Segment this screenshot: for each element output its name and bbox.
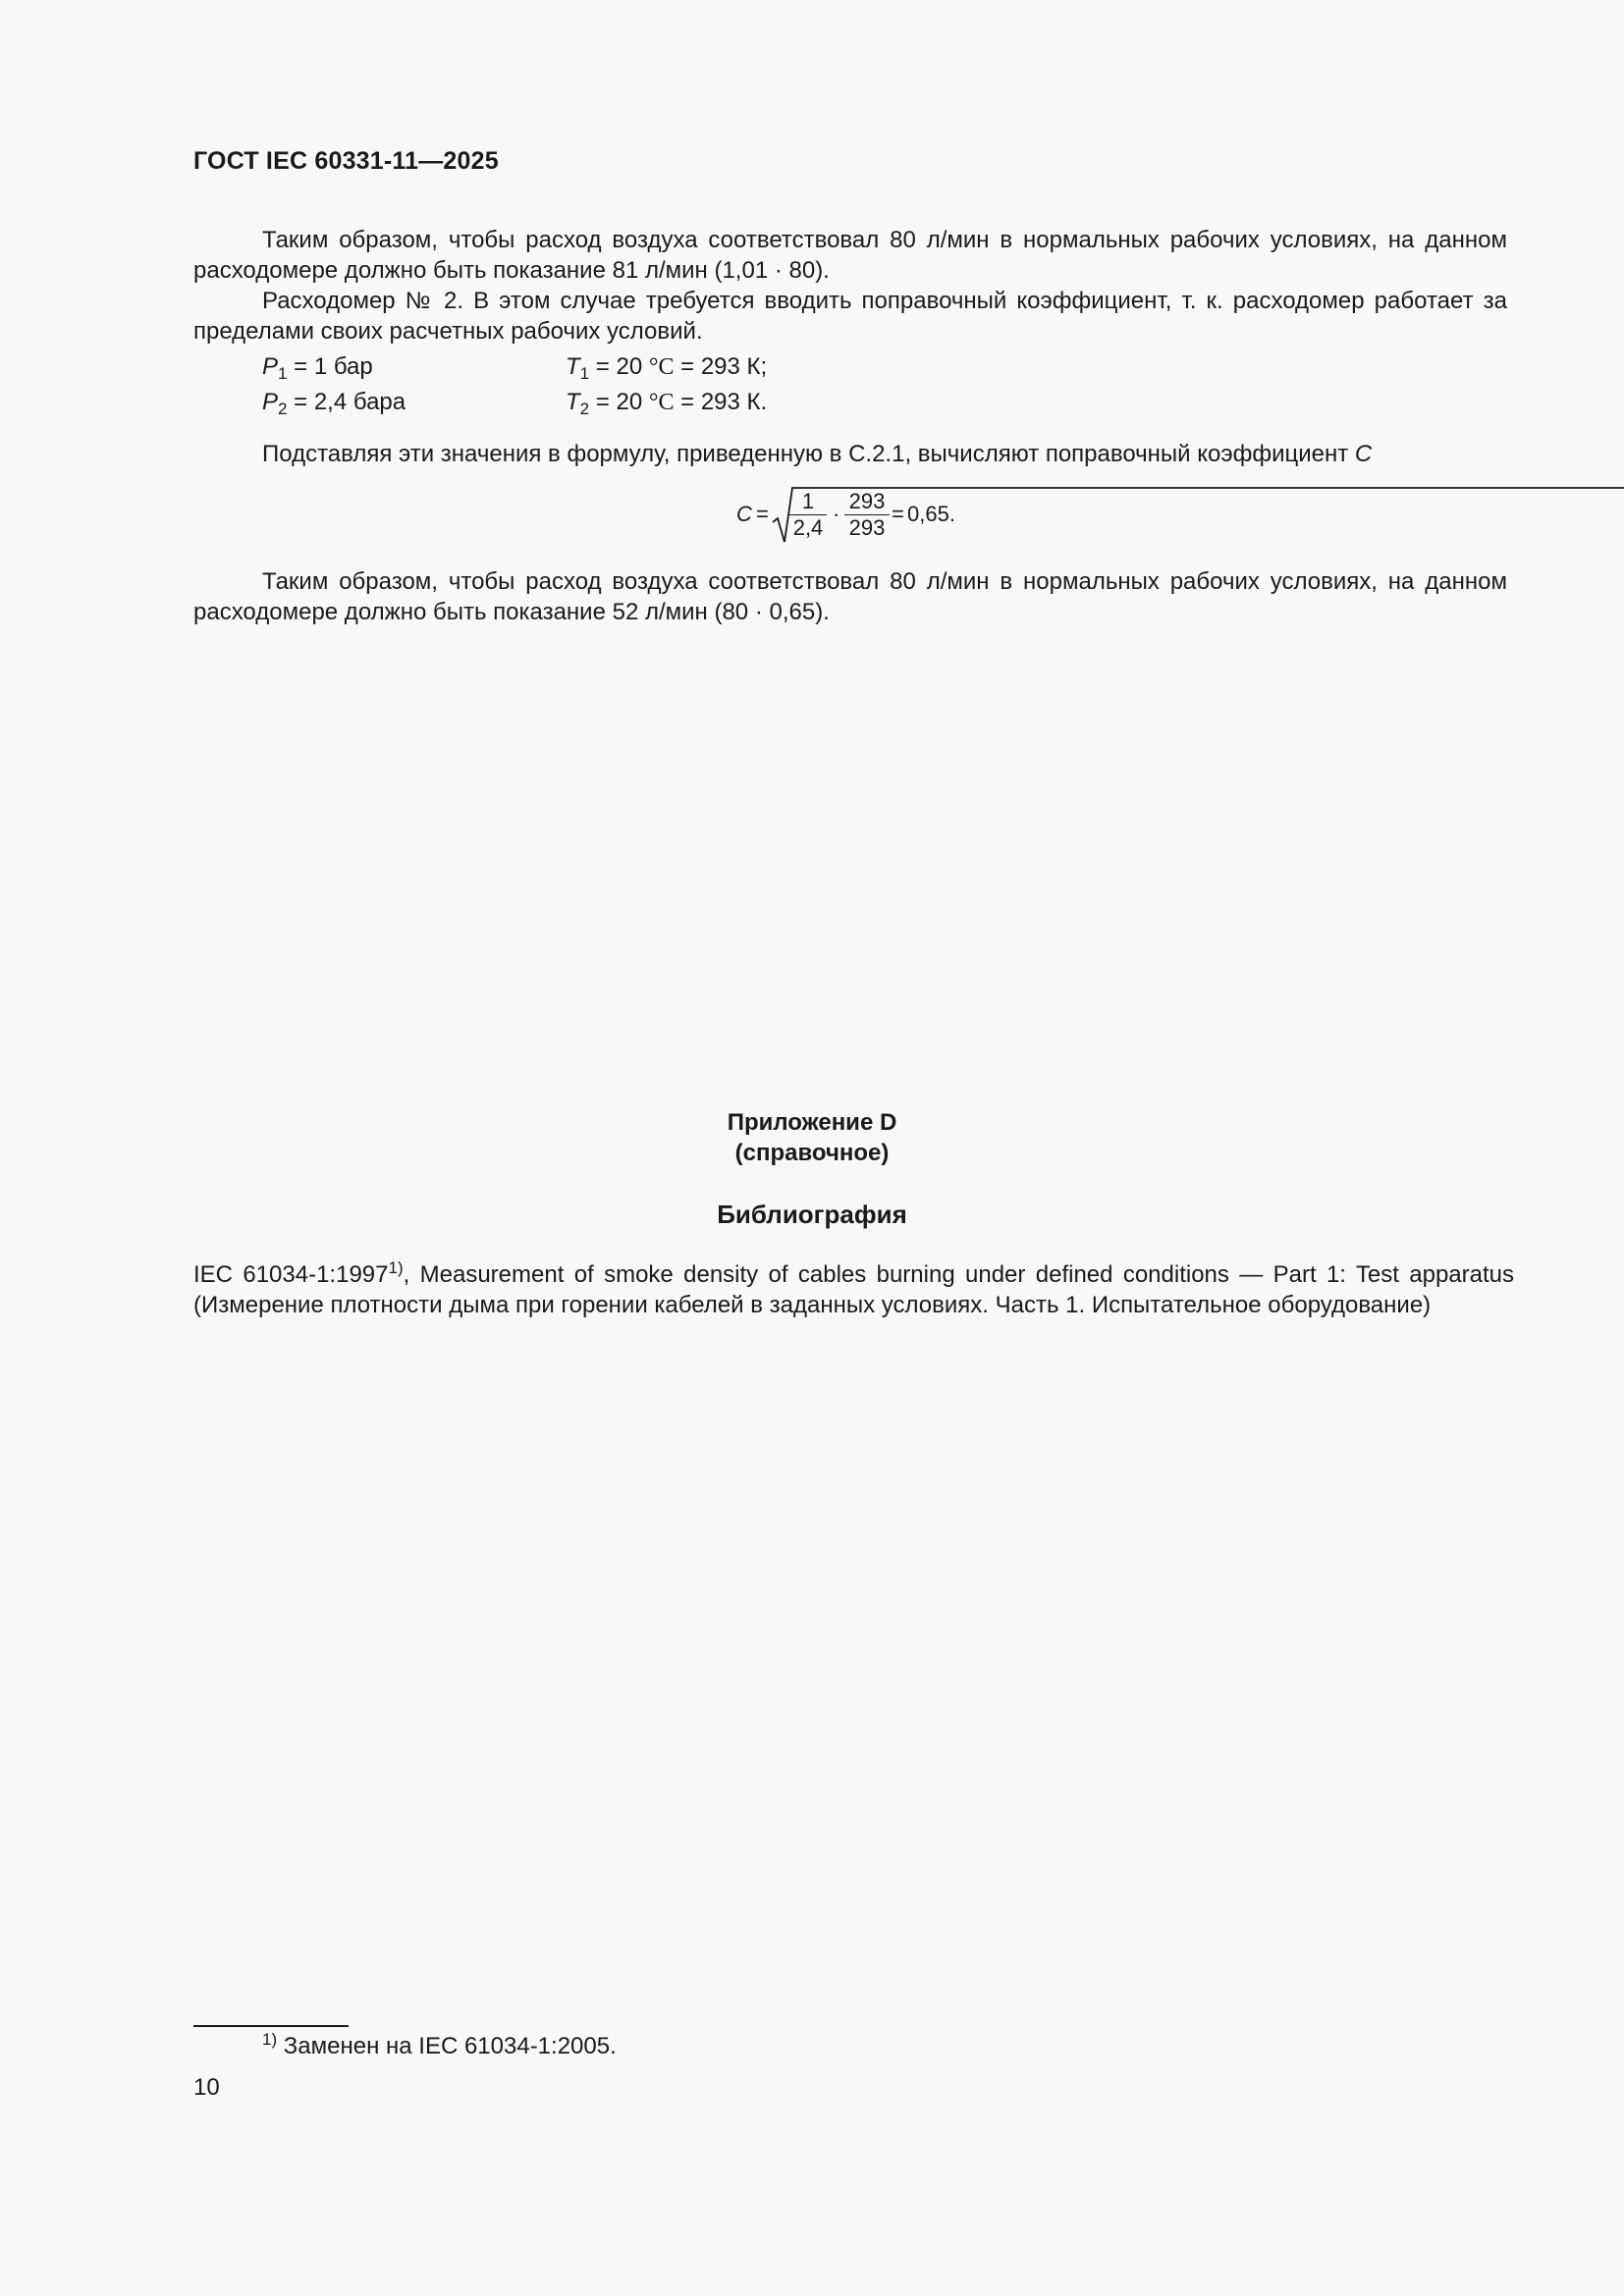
- value-p1: $P_1 = 1$ бар: [262, 353, 373, 383]
- appendix-title: Приложение D: [727, 1109, 897, 1136]
- document-header: ГОСТ IEC 60331-11—2025: [193, 147, 499, 175]
- formula-equals: =: [756, 502, 769, 526]
- page-number: 10: [193, 2074, 220, 2101]
- paragraph-2: Расходомер № 2. В этом случае требуется вводить поправочный коэффициент, т. к. расходомер работает за пределами своих расчетных рабочих условий.: [193, 288, 1507, 345]
- formula-result: 0,65.: [907, 502, 955, 526]
- paragraph-3: Подставляя эти значения в формулу, приведенную в С.2.1, вычисляют поправочный коэффициент C: [262, 441, 1373, 467]
- value-t2: $T_2 = 20$ °C = 293 К.: [566, 389, 768, 418]
- bibliography-heading: Библиография: [717, 1200, 907, 1229]
- formula-lhs: C: [736, 502, 752, 526]
- formula-equals-2: =: [892, 502, 904, 526]
- fraction-1: 1 2,4: [789, 489, 827, 541]
- bibliography-entry: IEC 61034-1:1997$^{1)}$, Measurement of smoke density of cables burning under defined conditions — Part 1: Test apparatus (Измерение плотности дыма при горении кабелей в заданных условиях. Часть 1. Испытательное оборудование): [193, 1258, 1515, 1318]
- fraction-2: 293 293: [844, 489, 890, 541]
- value-t1: $T_1 = 20$ °C = 293 К;: [566, 353, 768, 383]
- paragraph-4: Таким образом, чтобы расход воздуха соответствовал 80 л/мин в нормальных рабочих условиях, на данном расходомере должно быть показание 52 л/мин (80 · 0,65).: [193, 568, 1507, 625]
- footnote-ref: 1): [388, 1258, 404, 1277]
- formula-multiply: ·: [833, 502, 840, 526]
- paragraph-1: Таким образом, чтобы расход воздуха соответствовал 80 л/мин в нормальных рабочих условиях, на данном расходомере должно быть показание 81 л/мин (1,01 · 80).: [193, 227, 1507, 284]
- footnote: $^{1)}$ Заменен на IEC 61034-1:2005.: [262, 2030, 617, 2059]
- footnote-divider: [193, 2025, 349, 2027]
- value-p2: $P_2 = 2,4$ бара: [262, 389, 406, 418]
- appendix-type: (справочное): [734, 1140, 890, 1166]
